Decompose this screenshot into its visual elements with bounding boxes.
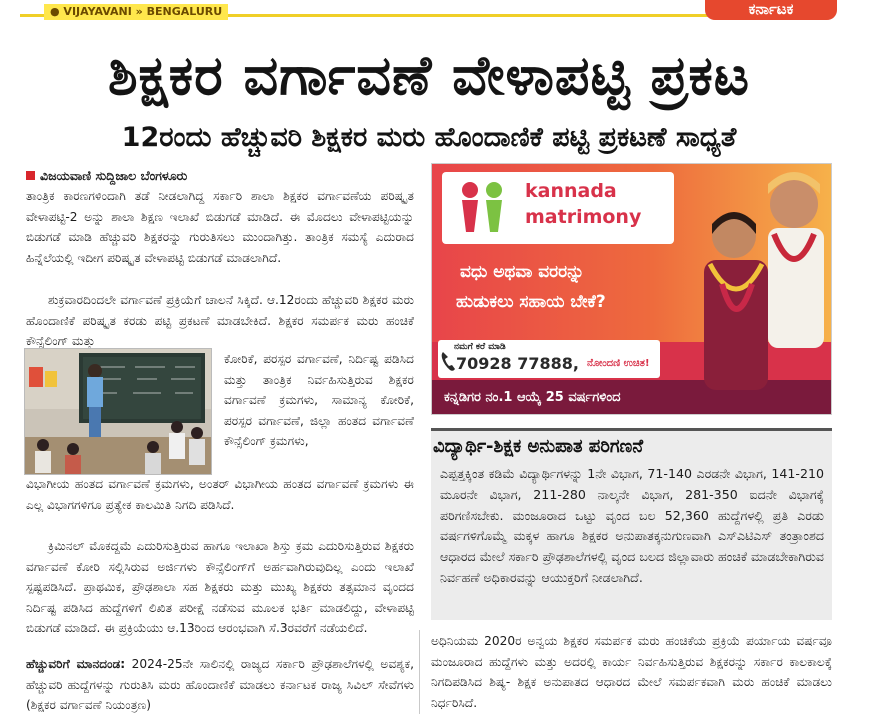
criteria-text: 2024-25ನೇ ಸಾಲಿನಲ್ಲಿ ರಾಜ್ಯದ ಸರ್ಕಾರಿ ಪ್ರೌಢಶಾಲೆಗಳಲ್ಲಿ ಅವಶ್ಯಕ, ಹೆಚ್ಚುವರಿ ಹುದ್ದೆಗಳನ್ನು ಗುರುತಿಸಿ ಮರು ಹೊಂದಾಣಿಕೆ ಮಾಡಲು ಕರ್ನಾಟಕ ರಾಜ್ಯ ಸಿವಿಲ್ ಸೇವೆಗಳು (ಶಿಕ್ಷಕರ ವರ್ಗಾವಣೆ ನಿಯಂತ್ರಣ) <box>26 657 414 712</box>
article-paragraph-2b <box>224 349 414 452</box>
ad-question-line-1: ವಧು ಅಥವಾ ವರರನ್ನು <box>460 262 585 282</box>
criteria-lead: ಹೆಚ್ಚುವರಿಗೆ ಮಾನದಂಡ: <box>26 657 126 671</box>
matrimony-ad[interactable] <box>431 163 832 415</box>
masthead-tag: ● VIJAYAVANI » BENGALURU <box>44 4 228 20</box>
ratio-box-title: ವಿದ್ಯಾರ್ಥಿ-ಶಿಕ್ಷಕ ಅನುಪಾತ ಪರಿಗಣನೆ <box>433 436 644 457</box>
byline-text: ವಿಜಯವಾಣಿ ಸುದ್ದಿಜಾಲ ಬೆಂಗಳೂರು <box>40 168 188 183</box>
matrimony-logo-icon <box>452 178 512 238</box>
ad-logo-line-2: matrimony <box>525 206 642 228</box>
classroom-illustration <box>25 349 212 475</box>
article-right-column: ಅಧಿನಿಯಮ 2020ರ ಅನ್ವಯ ಶಿಕ್ಷಕರ ಸಮರ್ಪಕ ಮರು ಹಂಚಿಕೆಯ ಪ್ರಕ್ರಿಯೆ ಪರ್ಯಾಯ ವರ್ಷವೂ ಮಂಜೂರಾದ ಹುದ್ದೆಗಳು ಮತ್ತು ಅದರಲ್ಲಿ ಕಾರ್ಯ ನಿರ್ವಹಿಸುತ್ತಿರುವ ಶಿಕ್ಷಕರನ್ನು ಸರ್ಕಾರ ಕಾಲಕಾಲಕ್ಕೆ ನಿಗದಿಪಡಿಸಿದ ಶಿಷ್ಯ- ಶಿಕ್ಷಕ ಅನುಪಾತದ ಆಧಾರದ ಮೇಲೆ ಸಮರ್ಪಕವಾಗಿ ಮರು ಹಂಚಿಕೆ ಮಾಡಲು ನಿರ್ಧರಿಸಿದೆ. <box>431 634 832 710</box>
ad-question-line-2: ಹುಡುಕಲು ಸಹಾಯ ಬೇಕೆ? <box>456 292 606 312</box>
article-paragraph-3: ಕ್ರಿಮಿನಲ್ ಮೊಕದ್ದಮೆ ಎದುರಿಸುತ್ತಿರುವ ಹಾಗೂ ಇಲಾಖಾ ಶಿಸ್ತು ಕ್ರಮ ಎದುರಿಸುತ್ತಿರುವ ಶಿಕ್ಷಕರು ವರ್ಗಾವಣೆ ಕೋರಿ ಸಲ್ಲಿಸಿರುವ ಅರ್ಜಿಗಳು ಕೌನ್ಸೆಲಿಂಗ್‌ಗೆ ಅರ್ಹವಾಗಿರುವುದಿಲ್ಲ ಎಂದು ಇಲಾಖೆ ಸ್ಪಷ್ಟಪಡಿಸಿದೆ. ಪ್ರಾಥಮಿಕ, ಪ್ರೌಢಶಾಲಾ ಸಹ ಶಿಕ್ಷಕರು ಮತ್ತು ಮುಖ್ಯ ಶಿಕ್ಷಕರು ತತ್ಸಮಾನ ವೃಂದದ ನಿರ್ದಿಷ್ಟ ಪಡಿಸಿದ ಹುದ್ದೆಗಳಿಗೆ ಲಿಖಿತ ಪರೀಕ್ಷೆ ನಡೆಸುವ ಮೂಲಕ ಭರ್ತಿ ಮಾಡಲಿದ್ದು, ವೇಳಾಪಟ್ಟಿ ಬಿಡುಗಡೆ ಮಾಡಿದೆ. ಈ ಪ್ರಕ್ರಿಯೆಯು ಆ.13ರಿಂದ ಆರಂಭವಾಗಿ ಸೆ.3ರವರೆಗೆ ನಡೆಯಲಿದೆ. <box>26 539 414 635</box>
subheadline: 12ರಂದು ಹೆಚ್ಚುವರಿ ಶಿಕ್ಷಕರ ಮರು ಹೊಂದಾಣಿಕೆ ಪಟ್ಟಿ ಪ್ರಕಟಣೆ ಸಾಧ್ಯತೆ <box>121 122 737 153</box>
ad-logo-line-1: kannada <box>525 180 617 202</box>
ad-tagline: ಕನ್ನಡಿಗರ ನಂ.1 ಆಯ್ಕೆ 25 ವರ್ಷಗಳಿಂದ <box>444 390 621 405</box>
section-badge: ಕರ್ನಾಟಕ <box>705 0 837 20</box>
phone-icon <box>440 350 456 372</box>
page-title: ಶಿಕ್ಷಕರ ವರ್ಗಾವಣೆ ವೇಳಾಪಟ್ಟಿ ಪ್ರಕಟ <box>107 44 751 107</box>
column-rule <box>419 630 420 714</box>
article-paragraph-2a: ಶುಕ್ರವಾರದಿಂದಲೇ ವರ್ಗಾವಣೆ ಪ್ರಕ್ರಿಯೆಗೆ ಚಾಲನೆ ಸಿಕ್ಕಿದೆ. ಆ.12ರಂದು ಹೆಚ್ಚುವರಿ ಶಿಕ್ಷಕರ ಮರು ಹೊಂದಾಣಿಕೆ ಪರಿಷ್ಕೃತ ಕರಡು ಪಟ್ಟಿ ಪ್ರಕಟಣೆ ಮಾಡಬೇಕಿದೆ. ಶಿಕ್ಷಕರ ಸಮರ್ಪಕ ಮರು ಹಂಚಿಕೆ ಕೌನ್ಸೆಲಿಂಗ್ ಮತ್ತು <box>26 293 414 348</box>
classroom-photo <box>24 348 212 475</box>
article-paragraph-2b-text: ಕೋರಿಕೆ, ಪರಸ್ಪರ ವರ್ಗಾವಣೆ, ನಿರ್ದಿಷ್ಟ ಪಡಿಸಿದ ಮತ್ತು ತಾಂತ್ರಿಕ ನಿರ್ವಹಿಸುತ್ತಿರುವ ಶಿಕ್ಷಕರ ವರ್ಗಾವಣೆ ಕ್ರಮಗಳು, ಸಾಮಾನ್ಯ ಕೋರಿಕೆ, ಪರಸ್ಪರ ವರ್ಗಾವಣೆ, ಜಿಲ್ಲಾ ಹಂತದ ವರ್ಗಾವಣೆ ಕೌನ್ಸೆಲಿಂಗ್ ಕ್ರಮಗಳು, <box>224 352 414 448</box>
ad-free-registration: ನೋಂದಣಿ ಉಚಿತ! <box>587 358 650 369</box>
article-paragraph-1: ತಾಂತ್ರಿಕ ಕಾರಣಗಳಿಂದಾಗಿ ತಡೆ ನೀಡಲಾಗಿದ್ದ ಸರ್ಕಾರಿ ಶಾಲಾ ಶಿಕ್ಷಕರ ವರ್ಗಾವಣೆಯ ಪರಿಷ್ಕೃತ ವೇಳಾಪಟ್ಟಿ-2 ಅನ್ನು ಶಾಲಾ ಶಿಕ್ಷಣ ಇಲಾಖೆ ಬಿಡುಗಡೆ ಮಾಡಿದೆ. ಈ ಮೊದಲು ವೇಳಾಪಟ್ಟಿಯನ್ನು ಬಿಡುಗಡೆ ಮಾಡಿ ಹೆಚ್ಚುವರಿ ಶಿಕ್ಷಕರನ್ನು ಗುರುತಿಸಲು ಮುಂದಾಗಿತ್ತು. ತಾಂತ್ರಿಕ ಸಮಸ್ಯೆ ಎದುರಾದ ಹಿನ್ನೆಲೆಯಲ್ಲಿ ಇದೀಗ ಪರಿಷ್ಕೃತ ವೇಳಾಪಟ್ಟಿ ಬಿಡುಗಡೆ ಮಾಡಲಾಗಿದೆ. <box>26 189 414 265</box>
article-paragraph-2c: ವಿಭಾಗೀಯ ಹಂತದ ವರ್ಗಾವಣೆ ಕ್ರಮಗಳು, ಅಂತರ್ ವಿಭಾಗೀಯ ಹಂತದ ವರ್ಗಾವಣೆ ಕ್ರಮಗಳು ಈ ಎಲ್ಲ ವಿಭಾಗಗಳಿಗೂ ಪ್ರತ್ಯೇಕ ಕಾಲಮಿತಿ ನಿಗದಿ ಪಡಿಸಿದೆ. <box>26 477 414 512</box>
byline <box>26 167 187 185</box>
ad-phone-number[interactable]: 70928 77888, <box>456 354 579 373</box>
couple-photo <box>682 164 832 415</box>
red-square-icon <box>26 171 35 180</box>
ratio-box-text: ಎಪ್ಪತ್ತಕ್ಕಿಂತ ಕಡಿಮೆ ವಿದ್ಯಾರ್ಥಿಗಳನ್ನು 1ನೇ ವಿಭಾಗ, 71-140 ಎರಡನೇ ವಿಭಾಗ, 141-210 ಮೂರನೇ ವಿಭಾಗ, 211-280 ನಾಲ್ಕನೇ ವಿಭಾಗ, 281-350 ಐದನೇ ವಿಭಾಗಕ್ಕೆ ಪರಿಗಣಿಸಬೇಕು. ಮಂಜೂರಾದ ಒಟ್ಟು ವೃಂದ ಬಲ 52,360 ಹುದ್ದೆಗಳಲ್ಲಿ ಪ್ರತಿ ಎರಡು ವರ್ಷಗಳಿಗೊಮ್ಮೆ ಮಕ್ಕಳ ಹಾಗೂ ಶಿಕ್ಷಕರ ಅನುಪಾತಕ್ಕನುಗುಣವಾಗಿ ಎಸ್‌ಎಟಿಎಸ್ ತಂತ್ರಾಂಶದ ಆಧಾರದ ಮೇಲೆ ಸರ್ಕಾರಿ ಪ್ರೌಢಶಾಲೆಗಳಲ್ಲಿ ವೃಂದ ಬಲದ ಜಿಲ್ಲಾವಾರು ಹಂಚಿಕೆ ಮಾಡಬೇಕಾಗಿರುವ ನಿರ್ವಹಣೆ ಅಧಿಕಾರವನ್ನು ಆಯುಕ್ತರಿಗೆ ನೀಡಲಾಗಿದೆ. <box>440 466 824 585</box>
article-paragraph-4 <box>26 654 414 715</box>
ad-call-label: ನಮಗೆ ಕರೆ ಮಾಡಿ <box>454 342 506 352</box>
